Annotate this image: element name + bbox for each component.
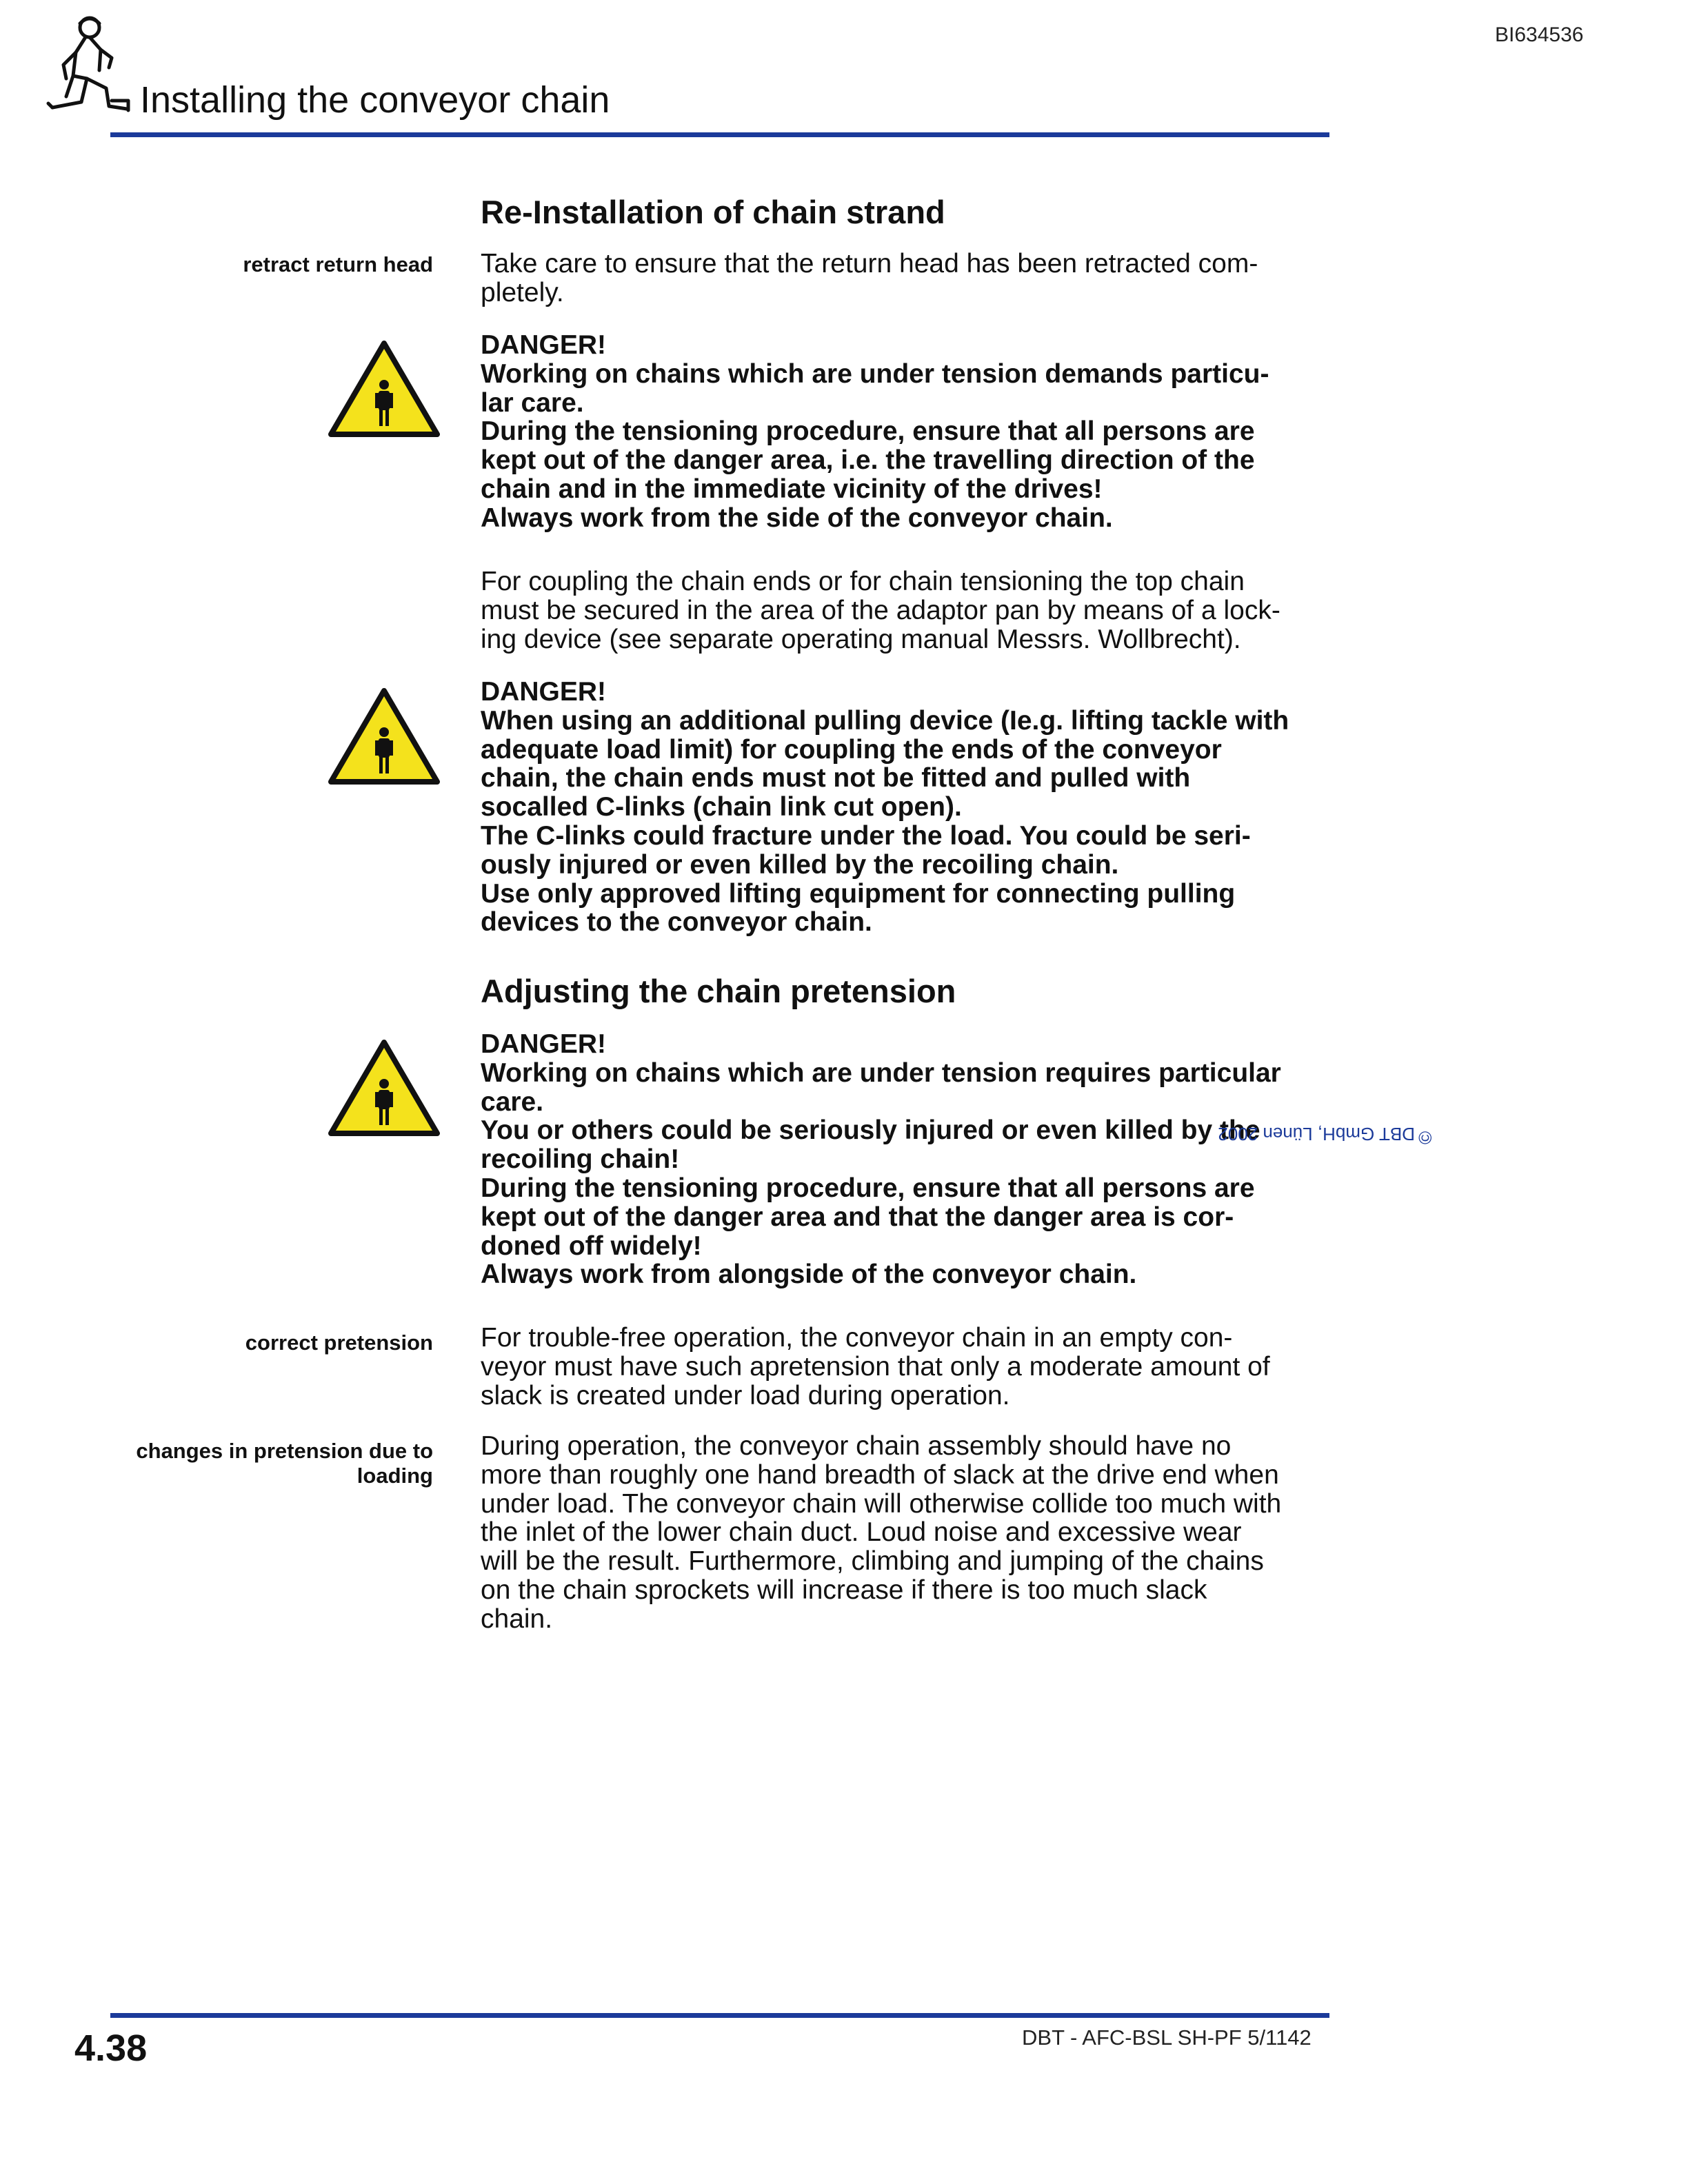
- danger-line: Working on chains which are under tension demands particu-: [481, 358, 1269, 389]
- text-line: slack is created under load during operation.: [481, 1380, 1010, 1410]
- kneeling-mechanic-icon: [46, 12, 134, 123]
- text-line: under load. The conveyor chain will otherwise collide too much with: [481, 1488, 1282, 1519]
- danger-line: Use only approved lifting equipment for connecting pulling: [481, 878, 1236, 909]
- danger-line: Always work from the side of the conveyor chain.: [481, 503, 1113, 533]
- danger-line: kept out of the danger area, i.e. the travelling direction of the: [481, 445, 1255, 476]
- danger-line: devices to the conveyor chain.: [481, 907, 872, 938]
- page-title: Installing the conveyor chain: [140, 79, 610, 121]
- danger-line: Working on chains which are under tension requires particular: [481, 1058, 1281, 1088]
- text-line: more than roughly one hand breadth of slack at the drive end when: [481, 1459, 1279, 1490]
- danger-line: care.: [481, 1086, 544, 1117]
- copyright-symbol: ©: [1415, 1131, 1436, 1144]
- section-heading-pretension: Adjusting the chain pretension: [481, 973, 956, 1009]
- danger-notice-2: [481, 678, 1336, 937]
- note-line: changes in pretension due to: [136, 1439, 433, 1463]
- document-reference: DBT - AFC-BSL SH-PF 5/1142: [1022, 2025, 1312, 2050]
- note-line: loading: [356, 1464, 433, 1488]
- margin-note-changes-in-pretension: [47, 1439, 433, 1488]
- danger-line: Always work from alongside of the conveyor chain.: [481, 1260, 1137, 1290]
- text-line: chain.: [481, 1604, 553, 1634]
- danger-line: recoiling chain!: [481, 1144, 680, 1175]
- paragraph-changes-in-pretension: [481, 1432, 1336, 1634]
- danger-line: You or others could be seriously injured or even killed by the: [481, 1115, 1260, 1146]
- document-id: BI634536: [1495, 23, 1584, 46]
- footer-rule: [110, 2013, 1329, 2018]
- paragraph-retract: [481, 250, 1336, 307]
- danger-line: When using an additional pulling device (Ie.g. lifting tackle with: [481, 705, 1289, 736]
- text-line: the inlet of the lower chain duct. Loud noise and excessive wear: [481, 1517, 1242, 1548]
- header-rule: [110, 132, 1329, 137]
- copyright-text: DBT GmbH, Lünen 2002: [1218, 1124, 1415, 1144]
- paragraph-coupling: [481, 567, 1336, 654]
- text-line: will be the result. Furthermore, climbing and jumping of the chains: [481, 1546, 1264, 1577]
- warning-triangle-person-icon: [327, 687, 441, 786]
- warning-triangle-person-icon: [327, 1038, 441, 1138]
- danger-line: doned off widely!: [481, 1231, 702, 1261]
- danger-line: lar care.: [481, 387, 584, 418]
- danger-line: The C-links could fracture under the load. You could be seri-: [481, 820, 1251, 851]
- paragraph-correct-pretension: [481, 1324, 1336, 1410]
- danger-line: kept out of the danger area and that the danger area is cor-: [481, 1202, 1234, 1232]
- text-line: pletely.: [481, 277, 564, 307]
- danger-line: ously injured or even killed by the recoiling chain.: [481, 849, 1119, 880]
- text-line: veyor must have such apretension that only a moderate amount of: [481, 1351, 1270, 1382]
- text-line: must be secured in the area of the adaptor pan by means of a lock-: [481, 595, 1280, 625]
- margin-note-retract-return-head: retract return head: [243, 252, 433, 276]
- danger-line: During the tensioning procedure, ensure that all persons are: [481, 416, 1255, 447]
- section-heading-reinstallation: Re-Installation of chain strand: [481, 194, 945, 230]
- text-line: For trouble-free operation, the conveyor chain in an empty con-: [481, 1323, 1233, 1353]
- danger-line: chain and in the immediate vicinity of the drives!: [481, 474, 1103, 504]
- danger-title: DANGER!: [481, 677, 606, 707]
- text-line: on the chain sprockets will increase if there is too much slack: [481, 1575, 1207, 1605]
- danger-title: DANGER!: [481, 330, 606, 360]
- text-line: Take care to ensure that the return head has been retracted com-: [481, 249, 1258, 279]
- danger-title: DANGER!: [481, 1029, 606, 1059]
- danger-line: socalled C-links (chain link cut open).: [481, 792, 962, 822]
- margin-note-correct-pretension: correct pretension: [245, 1331, 433, 1355]
- danger-line: chain, the chain ends must not be fitted and pulled with: [481, 763, 1191, 793]
- page-number: 4.38: [74, 2028, 148, 2069]
- text-line: ing device (see separate operating manual Messrs. Wollbrecht).: [481, 624, 1241, 654]
- danger-notice-3: [481, 1030, 1336, 1289]
- text-line: During operation, the conveyor chain assembly should have no: [481, 1431, 1232, 1461]
- danger-line: During the tensioning procedure, ensure that all persons are: [481, 1173, 1255, 1203]
- warning-triangle-person-icon: [327, 339, 441, 438]
- danger-line: adequate load limit) for coupling the ends of the conveyor: [481, 734, 1222, 765]
- danger-notice-1: [481, 331, 1336, 533]
- text-line: For coupling the chain ends or for chain tensioning the top chain: [481, 567, 1245, 596]
